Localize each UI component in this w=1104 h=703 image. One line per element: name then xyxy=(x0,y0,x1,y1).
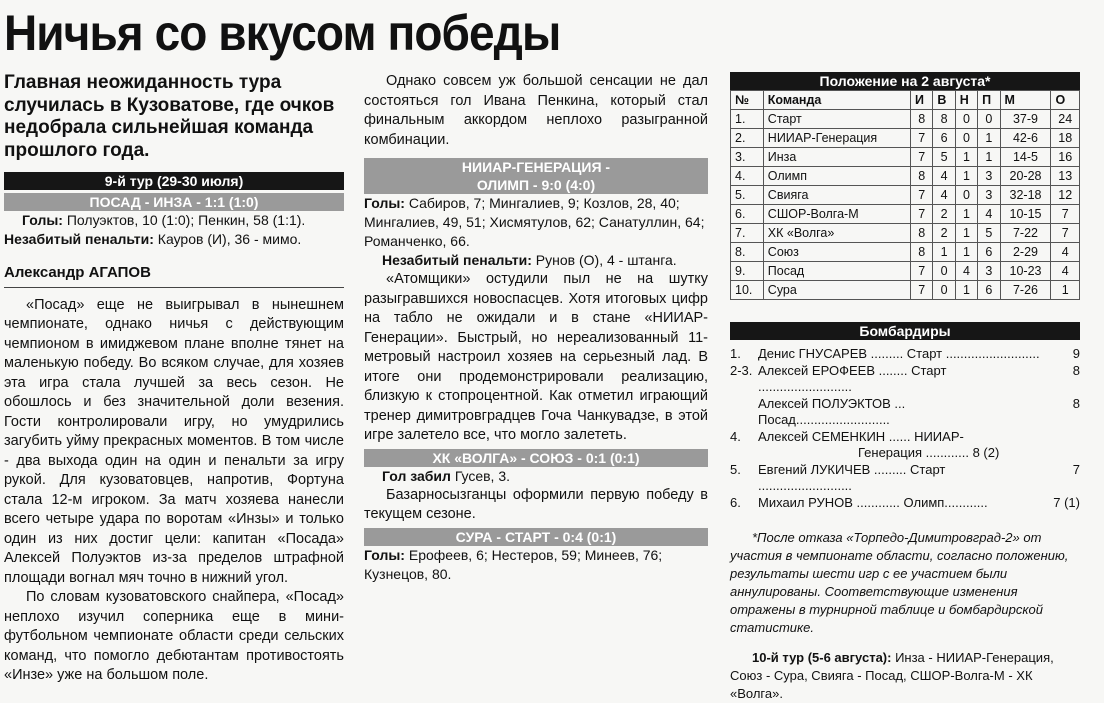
standings-cell: 3 xyxy=(978,186,1000,205)
column-3 xyxy=(730,72,1080,703)
lead-paragraph: Главная неожиданность тура случилась в Кузоватове, где очков недобрала сильнейшая команда прошлого года. xyxy=(4,72,335,161)
scorer-goals xyxy=(1040,429,1080,446)
standings-cell: 7 xyxy=(1051,205,1080,224)
scorer-row xyxy=(730,346,1080,363)
scorer-name: Евгений ЛУКИЧЕВ ......... Старт .......................... xyxy=(758,461,946,493)
standings-col-header: И xyxy=(910,91,932,110)
standings-cell: 0 xyxy=(978,110,1000,129)
match-1-title: ПОСАД - ИНЗА - 1:1 (1:0) xyxy=(4,193,344,211)
standings-cell: 2-29 xyxy=(1000,243,1051,262)
standings-col-header: М xyxy=(1000,91,1051,110)
standings-cell: 4 xyxy=(933,186,955,205)
standings-cell: 13 xyxy=(1051,167,1080,186)
scorer-goals xyxy=(1040,445,1080,462)
standings-cell: Инза xyxy=(763,148,910,167)
standings-cell: 8 xyxy=(910,243,932,262)
standings-cell: 8 xyxy=(910,224,932,243)
standings-cell: 1 xyxy=(978,148,1000,167)
standings-cell: 7 xyxy=(910,205,932,224)
match-1-penalty: Незабитый пенальти: Кауров (И), 36 - мимо. xyxy=(4,231,302,247)
article-paragraph-5: Базарносызганцы оформили первую победу в текущем сезоне. xyxy=(364,486,708,522)
standings-cell: 1 xyxy=(978,129,1000,148)
standings-cell: 2 xyxy=(933,224,955,243)
scorer-row xyxy=(730,396,1080,429)
standings-cell: Свияга xyxy=(763,186,910,205)
standings-row xyxy=(731,262,1080,281)
scorer-rank: 5. xyxy=(730,461,741,477)
standings-cell: 0 xyxy=(933,262,955,281)
scorer-row xyxy=(730,495,1080,512)
scorer-goals: 9 xyxy=(1072,346,1080,361)
standings-cell: 7 xyxy=(910,148,932,167)
standings-cell: 3. xyxy=(731,148,764,167)
standings-cell: 4. xyxy=(731,167,764,186)
standings-cell: 2 xyxy=(933,205,955,224)
author: Александр АГАПОВ xyxy=(4,263,344,288)
standings-row xyxy=(731,110,1080,129)
headline: Ничья со вкусом победы xyxy=(4,5,561,61)
scorer-name: Алексей СЕМЕНКИН ...... НИИАР- xyxy=(758,428,964,444)
scorer-goals: 7 (1) xyxy=(1053,494,1080,510)
scorer-row xyxy=(730,363,1080,396)
article-paragraph-3: Однако совсем уж большой сенсации не дал состояться гол Ивана Пенкина, который стал финальным аккордом неплохо разыгранной комбинации. xyxy=(364,73,708,148)
scorer-row xyxy=(730,462,1080,495)
standings-cell: 5 xyxy=(933,148,955,167)
standings-cell: 4 xyxy=(933,167,955,186)
standings-cell: НИИАР-Генерация xyxy=(763,129,910,148)
standings-cell: 9. xyxy=(731,262,764,281)
column-2 xyxy=(364,72,708,584)
match-4-title: СУРА - СТАРТ - 0:4 (0:1) xyxy=(364,528,708,546)
scorer-row xyxy=(730,445,1080,462)
scorer-name: Генерация ............ 8 (2) xyxy=(858,445,1000,460)
standings-cell: Старт xyxy=(763,110,910,129)
standings-cell: 24 xyxy=(1051,110,1080,129)
standings-footnote: *После отказа «Торпедо-Димитровград-2» от участия в чемпионате области, согласно положению, результаты шести игр с ее участием были аннулированы. Соответствующие изменения отражены в турнирной таблице и бомбардирской статистике. xyxy=(730,530,1069,635)
standings-cell: 1 xyxy=(955,224,977,243)
standings-cell: СШОР-Волга-М xyxy=(763,205,910,224)
standings-row xyxy=(731,167,1080,186)
standings-cell: Союз xyxy=(763,243,910,262)
standings-cell: 3 xyxy=(978,167,1000,186)
standings-cell: 4 xyxy=(955,262,977,281)
standings-cell: 1 xyxy=(955,205,977,224)
standings-cell: 37-9 xyxy=(1000,110,1051,129)
standings-cell: 10-15 xyxy=(1000,205,1051,224)
standings-cell: 12 xyxy=(1051,186,1080,205)
scorer-goals: 8 xyxy=(1072,395,1080,411)
article-paragraph-4: «Атомщики» остудили пыл не на шутку разыгравшихся новоспасцев. Хотя итоговых цифр на табло не ожидали и в стане «НИИАР-Генерации». Быстрый, но нереализованный 11-метровый настроил хозяев на серьезный лад. В итоге они продемонстрировали реализацию, близкую к стопроцентной. Как отметил играющий тренер димитровградцев Гоча Чанкувадзе, в этой игре залетело все, что могло залететь. xyxy=(364,271,708,443)
next-round: 10-й тур (5-6 августа): Инза - НИИАР-Генерация, Союз - Сура, Свияга - Посад, СШОР-Волга-М - ХК «Волга». xyxy=(730,650,1054,701)
scorer-rank: 1. xyxy=(730,346,741,361)
standings-cell: 6 xyxy=(978,281,1000,300)
scorer-name: Алексей ПОЛУЭКТОВ ... Посад.......................... xyxy=(758,395,906,427)
standings-cell: 42-6 xyxy=(1000,129,1051,148)
standings-cell: 1 xyxy=(955,243,977,262)
scorer-row xyxy=(730,429,1080,446)
standings-row xyxy=(731,148,1080,167)
standings-cell: 7 xyxy=(910,262,932,281)
match-3-title: ХК «ВОЛГА» - СОЮЗ - 0:1 (0:1) xyxy=(364,449,708,467)
standings-cell: 4 xyxy=(1051,243,1080,262)
standings-cell: 14-5 xyxy=(1000,148,1051,167)
scorer-rank xyxy=(730,396,758,429)
standings-row xyxy=(731,243,1080,262)
standings-cell: 7. xyxy=(731,224,764,243)
standings-cell: Посад xyxy=(763,262,910,281)
match-3-goals: Гол забил Гусев, 3. xyxy=(382,467,510,484)
standings-cell: ХК «Волга» xyxy=(763,224,910,243)
standings-row xyxy=(731,129,1080,148)
standings-col-header: Н xyxy=(955,91,977,110)
standings-cell: 1. xyxy=(731,110,764,129)
scorer-name: Михаил РУНОВ ............ Олимп............ xyxy=(758,494,988,510)
standings-cell: 8 xyxy=(933,110,955,129)
standings-row xyxy=(731,281,1080,300)
standings-cell: 20-28 xyxy=(1000,167,1051,186)
standings-cell: 7-26 xyxy=(1000,281,1051,300)
match-2-goals: Голы: Сабиров, 7; Мингалиев, 9; Козлов, 28, 40; Мингалиев, 49, 51; Хисмятулов, 62; Санатуллин, 64; Романченко, 66. xyxy=(364,195,705,249)
standings-cell: 10. xyxy=(731,281,764,300)
standings-cell: 16 xyxy=(1051,148,1080,167)
scorer-rank: 2-3. xyxy=(730,362,753,378)
standings-cell: 5 xyxy=(978,224,1000,243)
round-header: 9-й тур (29-30 июля) xyxy=(4,172,344,190)
standings-cell: 2. xyxy=(731,129,764,148)
scorer-rank: 4. xyxy=(730,428,741,444)
article-paragraph-2: По словам кузоватовского снайпера, «Посад» неплохо изучил соперника еще в мини-футбольном чемпионате области среди сельских команд, что помогло дебютантам противостоять «Инзе» уже на большом поле. xyxy=(4,589,344,683)
standings-cell: Олимп xyxy=(763,167,910,186)
standings-cell: 5. xyxy=(731,186,764,205)
standings-cell: 1 xyxy=(955,281,977,300)
standings-title: Положение на 2 августа* xyxy=(730,72,1080,90)
match-1-goals: Голы: Полуэктов, 10 (1:0); Пенкин, 58 (1:1). xyxy=(22,212,306,228)
standings-cell: 7-22 xyxy=(1000,224,1051,243)
standings-cell: 7 xyxy=(910,186,932,205)
standings-col-header: № xyxy=(731,91,764,110)
match-2-title: НИИАР-ГЕНЕРАЦИЯ - ОЛИМП - 9:0 (4:0) xyxy=(364,158,708,194)
standings-cell: 8. xyxy=(731,243,764,262)
standings-cell: 0 xyxy=(955,129,977,148)
standings-cell: Сура xyxy=(763,281,910,300)
scorer-name: Алексей ЕРОФЕЕВ ........ Старт .......................... xyxy=(758,362,947,394)
standings-cell: 4 xyxy=(1051,262,1080,281)
standings-cell: 6 xyxy=(933,129,955,148)
standings-cell: 7 xyxy=(910,129,932,148)
scorers-list xyxy=(730,346,1080,511)
standings-cell: 6. xyxy=(731,205,764,224)
standings-cell: 4 xyxy=(978,205,1000,224)
standings-cell: 0 xyxy=(933,281,955,300)
scorers-title: Бомбардиры xyxy=(730,322,1080,340)
standings-cell: 7 xyxy=(910,281,932,300)
article-paragraph-1: «Посад» еще не выигрывал в нынешнем чемпионате, однако ничья с действующим чемпионом в имиджевом плане вполне тянет на маленькую победу. Во всяком случае, для хозяев эта игра стала лучшей за весь сезон. Не обошлось и без значительной доли везения. Гости контролировали игру, но умудрились загубить уйму прекрасных моментов. В том числе - два выхода один на один и пенальти за игру рукой. Для кузоватовцев, напротив, Фортуна стала 12-м игроком. За матч хозяева нанесли всего четыре удара по воротам «Инзы» и только один из них достиг цели: капитан «Посада» Алексей Полуэктов из-за пределов штрафной площади вогнал мяч точно в нижний угол. xyxy=(4,296,344,586)
scorer-goals: 8 xyxy=(1072,362,1080,378)
scorer-rank: 6. xyxy=(730,494,741,510)
standings-cell: 10-23 xyxy=(1000,262,1051,281)
standings-row xyxy=(731,205,1080,224)
standings-cell: 1 xyxy=(955,148,977,167)
match-2-penalty: Незабитый пенальти: Рунов (О), 4 - штанга. xyxy=(382,252,677,268)
standings-cell: 18 xyxy=(1051,129,1080,148)
standings-cell: 0 xyxy=(955,186,977,205)
standings-col-header: Команда xyxy=(763,91,910,110)
column-1 xyxy=(4,72,344,686)
standings-col-header: О xyxy=(1051,91,1080,110)
standings-cell: 7 xyxy=(1051,224,1080,243)
standings-cell: 0 xyxy=(955,110,977,129)
standings-header-row xyxy=(731,91,1080,110)
standings-cell: 3 xyxy=(978,262,1000,281)
scorer-rank xyxy=(730,445,758,462)
standings-cell: 1 xyxy=(955,167,977,186)
standings-table xyxy=(730,90,1080,300)
standings-cell: 6 xyxy=(978,243,1000,262)
standings-col-header: П xyxy=(978,91,1000,110)
standings-cell: 32-18 xyxy=(1000,186,1051,205)
standings-cell: 1 xyxy=(933,243,955,262)
standings-cell: 8 xyxy=(910,167,932,186)
scorer-name: Денис ГНУСАРЕВ ......... Старт .......................... xyxy=(758,346,1040,361)
standings-row xyxy=(731,224,1080,243)
standings-row xyxy=(731,186,1080,205)
standings-col-header: В xyxy=(933,91,955,110)
standings-cell: 8 xyxy=(910,110,932,129)
standings-cell: 1 xyxy=(1051,281,1080,300)
scorer-goals: 7 xyxy=(1072,461,1080,477)
match-4-goals: Голы: Ерофеев, 6; Нестеров, 59; Минеев, 76; Кузнецов, 80. xyxy=(364,546,663,582)
